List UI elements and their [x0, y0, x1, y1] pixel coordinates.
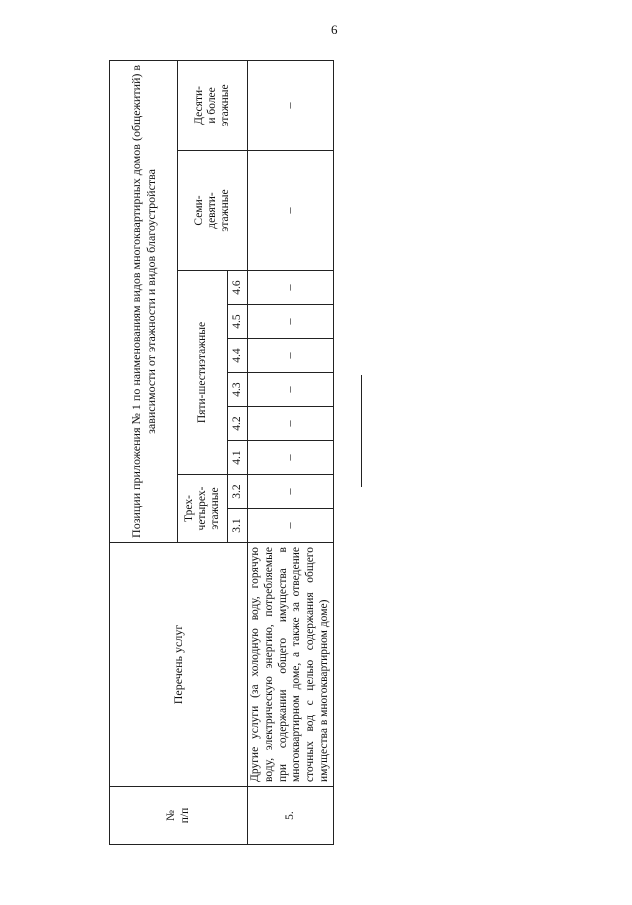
value-cell: – — [248, 373, 334, 407]
header-five-six-floors: Пяти-шестиэтажные — [178, 271, 228, 475]
value-cell: – — [248, 475, 334, 509]
code-cell: 3.2 — [228, 475, 248, 509]
code-cell: 4.6 — [228, 271, 248, 305]
header-ten-plus-floors: Десяти- и более этажные — [178, 60, 248, 150]
header-group-title: Позиции приложения № 1 по наименованиям видов многоквартирных домов (общежитий) в зависимости от этажности и видов благоустройства — [110, 60, 178, 542]
value-cell: – — [248, 339, 334, 373]
value-cell: – — [248, 305, 334, 339]
value-cell: – — [248, 509, 334, 543]
header-seven-nine-floors: Семи- девяти- этажные — [178, 151, 248, 271]
code-cell: 4.3 — [228, 373, 248, 407]
header-num: № п/п — [110, 787, 248, 845]
row-service-text: Другие услуги (за холодную воду, горячую воду, электрическую энергию, потребляемые при содержании общего имущества в многоквартирном доме, а также за отведение сточных вод с целью содержания общего имущества в многоквартирном доме) — [248, 543, 334, 787]
rotated-table-wrapper — [109, 61, 330, 845]
code-cell: 4.1 — [228, 441, 248, 475]
tariff-table — [109, 60, 334, 845]
header-services: Перечень услуг — [110, 543, 248, 787]
value-cell: – — [248, 151, 334, 271]
value-cell: – — [248, 407, 334, 441]
separator-line — [361, 375, 362, 487]
value-cell: – — [248, 271, 334, 305]
page-number: 6 — [331, 22, 338, 37]
row-num: 5. — [248, 787, 334, 845]
value-cell: – — [248, 441, 334, 475]
code-cell: 3.1 — [228, 509, 248, 543]
table-row — [248, 60, 334, 844]
code-cell: 4.2 — [228, 407, 248, 441]
header-three-four-floors: Трех- четырех- этажные — [178, 475, 228, 543]
code-cell: 4.5 — [228, 305, 248, 339]
value-cell: – — [248, 60, 334, 150]
code-cell: 4.4 — [228, 339, 248, 373]
